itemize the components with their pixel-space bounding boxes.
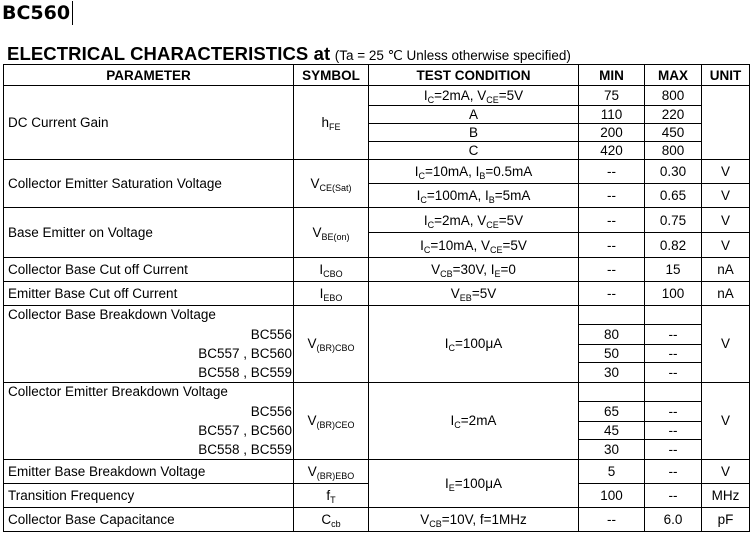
symbol-ft: $f_T$ — [294, 483, 369, 507]
max-value: 0.75 — [645, 208, 702, 233]
max-value: -- — [645, 459, 702, 483]
max-value: -- — [645, 483, 702, 507]
heading-conditions: (Ta = 25 ℃ Unless otherwise specified) — [334, 48, 571, 63]
table-row — [4, 459, 750, 483]
test-condition: $I_C=100mA$, $I_B=5mA$ — [369, 184, 579, 208]
min-value: 65 — [579, 402, 645, 421]
max-value: -- — [645, 363, 702, 382]
min-value: 110 — [579, 106, 645, 124]
min-value: -- — [579, 258, 645, 282]
test-condition: $I_C=10mA$, $I_B=0.5mA$ — [369, 160, 579, 184]
max-value: 15 — [645, 258, 702, 282]
electrical-characteristics-table — [3, 64, 750, 532]
symbol-iebo: $I_{EBO}$ — [294, 282, 369, 306]
symbol-vbe-on: $V_{BE(on)}$ — [294, 208, 369, 258]
symbol-icbo: $I_{CBO}$ — [294, 258, 369, 282]
max-value: 0.30 — [645, 160, 702, 184]
max-value: 6.0 — [645, 507, 702, 531]
param-title: Collector Emitter Breakdown Voltage — [8, 383, 228, 399]
min-value: 50 — [579, 344, 645, 362]
param-base-emitter-on-voltage: Base Emitter on Voltage — [4, 208, 294, 258]
min-value: -- — [579, 233, 645, 258]
unit-value: V — [702, 184, 750, 208]
variant-label: BC557 , BC560 — [198, 422, 292, 438]
max-value: 100 — [645, 282, 702, 306]
min-value: 75 — [579, 86, 645, 106]
unit-value: V — [702, 160, 750, 184]
param-emitter-base-breakdown-voltage: Emitter Base Breakdown Voltage — [4, 459, 294, 483]
test-condition: $I_C=10mA$, $V_{CE}=5V$ — [369, 233, 579, 258]
max-value: -- — [645, 344, 702, 362]
param-emitter-base-cutoff-current: Emitter Base Cut off Current — [4, 282, 294, 306]
unit-value: V — [702, 233, 750, 258]
table-row — [4, 282, 750, 306]
table-row — [4, 258, 750, 282]
table-row — [4, 160, 750, 184]
max-value: 800 — [645, 86, 702, 106]
variant-label: BC556 — [250, 326, 292, 342]
unit-value: pF — [702, 507, 750, 531]
max-value: 220 — [645, 106, 702, 124]
max-value — [645, 382, 702, 401]
max-value: 800 — [645, 142, 702, 160]
document-title: BC560 — [2, 1, 73, 25]
max-value: 450 — [645, 124, 702, 142]
param-title: Collector Base Breakdown Voltage — [8, 307, 216, 322]
unit-value: MHz — [702, 483, 750, 507]
param-collector-base-breakdown-voltage — [4, 306, 294, 383]
param-collector-emitter-breakdown-voltage — [4, 382, 294, 459]
col-header-unit: UNIT — [702, 65, 750, 86]
variant-label: BC558 , BC559 — [198, 441, 292, 457]
min-value — [579, 306, 645, 325]
table-row — [4, 306, 750, 325]
param-collector-base-cutoff-current: Collector Base Cut off Current — [4, 258, 294, 282]
min-value: 30 — [579, 440, 645, 459]
table-row — [4, 86, 750, 106]
param-collector-base-capacitance: Collector Base Capacitance — [4, 507, 294, 531]
param-transition-frequency: Transition Frequency — [4, 483, 294, 507]
test-condition: $I_C=100\mu A$ — [369, 306, 579, 383]
symbol-vbr-ebo: $V_{(BR)EBO}$ — [294, 459, 369, 483]
max-value: -- — [645, 325, 702, 344]
symbol-hfe: $h_{FE}$ — [294, 86, 369, 160]
min-value: 80 — [579, 325, 645, 344]
test-condition: $V_{EB}=5V$ — [369, 282, 579, 306]
test-condition: $I_C=2mA$, $V_{CE}=5V$ — [369, 86, 579, 106]
param-dc-current-gain: DC Current Gain — [4, 86, 294, 160]
test-condition: $V_{CB}=10V$, f=1MHz — [369, 507, 579, 531]
unit-value — [702, 86, 750, 160]
test-condition: $V_{CB}=30V$, $I_E=0$ — [369, 258, 579, 282]
max-value: -- — [645, 440, 702, 459]
variant-label: BC556 — [250, 403, 292, 419]
unit-value: V — [702, 208, 750, 233]
variant-label: BC558 , BC559 — [198, 364, 292, 380]
table-row — [4, 208, 750, 233]
table-row — [4, 507, 750, 531]
test-condition: $I_E=100\mu A$ — [369, 459, 579, 507]
test-condition: $I_C=2mA$, $V_{CE}=5V$ — [369, 208, 579, 233]
col-header-parameter: PARAMETER — [4, 65, 294, 86]
min-value: 45 — [579, 421, 645, 439]
unit-value: V — [702, 382, 750, 459]
symbol-vce-sat: $V_{CE(Sat)}$ — [294, 160, 369, 208]
symbol-ccb: $C_{cb}$ — [294, 507, 369, 531]
unit-value: nA — [702, 258, 750, 282]
min-value: 420 — [579, 142, 645, 160]
section-heading — [7, 43, 571, 65]
col-header-max: MAX — [645, 65, 702, 86]
max-value: 0.65 — [645, 184, 702, 208]
max-value — [645, 306, 702, 325]
min-value — [579, 382, 645, 401]
test-condition: B — [369, 124, 579, 142]
col-header-test-condition: TEST CONDITION — [369, 65, 579, 86]
max-value: -- — [645, 421, 702, 439]
min-value: -- — [579, 184, 645, 208]
max-value: -- — [645, 402, 702, 421]
min-value: 30 — [579, 363, 645, 382]
table-row — [4, 382, 750, 401]
unit-value: nA — [702, 282, 750, 306]
test-condition: $I_C=2mA$ — [369, 382, 579, 459]
max-value: 0.82 — [645, 233, 702, 258]
test-condition: C — [369, 142, 579, 160]
symbol-vbr-cbo: $V_{(BR)CBO}$ — [294, 306, 369, 383]
min-value: 100 — [579, 483, 645, 507]
min-value: -- — [579, 160, 645, 184]
col-header-symbol: SYMBOL — [294, 65, 369, 86]
test-condition: A — [369, 106, 579, 124]
variant-label: BC557 , BC560 — [198, 345, 292, 361]
heading-main: ELECTRICAL CHARACTERISTICS at — [7, 43, 331, 64]
param-collector-emitter-saturation-voltage: Collector Emitter Saturation Voltage — [4, 160, 294, 208]
header-row — [4, 65, 750, 86]
min-value: -- — [579, 208, 645, 233]
col-header-min: MIN — [579, 65, 645, 86]
min-value: -- — [579, 507, 645, 531]
min-value: -- — [579, 282, 645, 306]
unit-value: V — [702, 306, 750, 383]
min-value: 5 — [579, 459, 645, 483]
unit-value: V — [702, 459, 750, 483]
min-value: 200 — [579, 124, 645, 142]
symbol-vbr-ceo: $V_{(BR)CEO}$ — [294, 382, 369, 459]
